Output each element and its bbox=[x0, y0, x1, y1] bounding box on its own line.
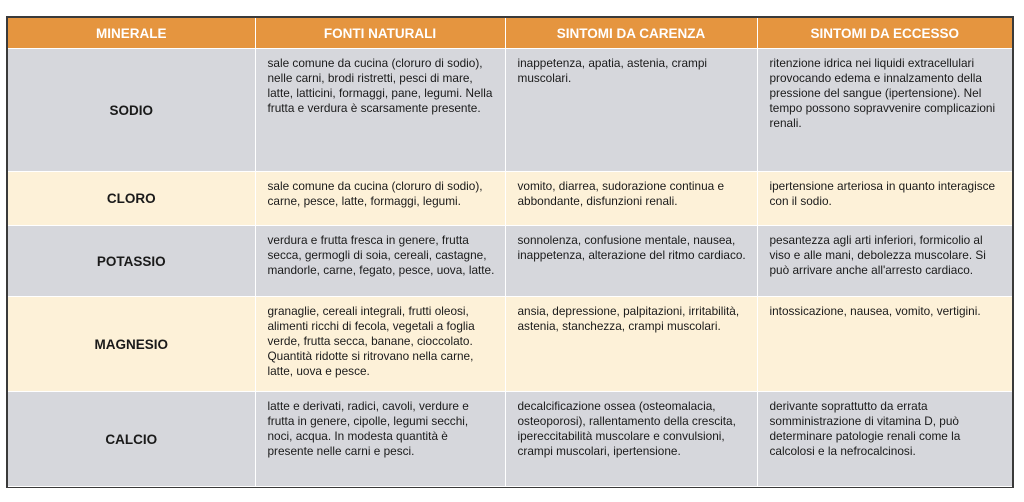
fonti-cell: latte e derivati, radici, cavoli, verdure e frutta in genere, cipolle, legumi secchi, noci, acqua. In modesta quantità è presente nelle carni e pesci. bbox=[255, 392, 505, 487]
eccesso-cell: intossicazione, nausea, vomito, vertigini. bbox=[757, 297, 1012, 392]
table-row-calcio bbox=[8, 392, 1012, 487]
carenza-cell: decalcificazione ossea (osteomalacia, osteoporosi), rallentamento della crescita, ipereccitabilità muscolare e convulsioni, crampi muscolari, ipertensione. bbox=[505, 392, 757, 487]
fonti-cell: verdura e frutta fresca in genere, frutta secca, germogli di soia, cereali, castagne, mandorle, carne, fegato, pesce, uova, latte. bbox=[255, 226, 505, 297]
table-row-magnesio bbox=[8, 297, 1012, 392]
mineral-cell: MAGNESIO bbox=[8, 297, 255, 392]
header-row bbox=[8, 18, 1012, 49]
fonti-cell: granaglie, cereali integrali, frutti oleosi, alimenti ricchi di fecola, vegetali a foglia verde, frutta secca, banane, cioccolato. Quantità ridotte si ritrovano nella carne, latte, uova e pesce. bbox=[255, 297, 505, 392]
carenza-cell: vomito, diarrea, sudorazione continua e abbondante, disfunzioni renali. bbox=[505, 172, 757, 226]
header-minerale: MINERALE bbox=[8, 18, 255, 49]
table-row-cloro bbox=[8, 172, 1012, 226]
eccesso-cell: derivante soprattutto da errata somministrazione di vitamina D, può determinare patologie renali come la calcolosi e la nefrocalcinosi. bbox=[757, 392, 1012, 487]
eccesso-cell: ritenzione idrica nei liquidi extracellulari provocando edema e innalzamento della pressione del sangue (ipertensione). Nel tempo possono sopravvenire complicazioni renali. bbox=[757, 49, 1012, 172]
mineral-cell: CALCIO bbox=[8, 392, 255, 487]
table-row-potassio bbox=[8, 226, 1012, 297]
fonti-cell: sale comune da cucina (cloruro di sodio), nelle carni, brodi ristretti, pesci di mare, latte, latticini, formaggi, pane, legumi. Nella frutta e verdura è scarsamente presente. bbox=[255, 49, 505, 172]
mineral-cell: CLORO bbox=[8, 172, 255, 226]
carenza-cell: sonnolenza, confusione mentale, nausea, inappetenza, alterazione del ritmo cardiaco. bbox=[505, 226, 757, 297]
table-row-sodio bbox=[8, 49, 1012, 172]
header-sintomi-eccesso: SINTOMI DA ECCESSO bbox=[757, 18, 1012, 49]
carenza-cell: inappetenza, apatia, astenia, crampi muscolari. bbox=[505, 49, 757, 172]
header-sintomi-carenza: SINTOMI DA CARENZA bbox=[505, 18, 757, 49]
mineral-cell: POTASSIO bbox=[8, 226, 255, 297]
header-fonti-naturali: FONTI NATURALI bbox=[255, 18, 505, 49]
minerals-table bbox=[8, 18, 1012, 487]
minerals-table-container bbox=[6, 16, 1014, 488]
carenza-cell: ansia, depressione, palpitazioni, irritabilità, astenia, stanchezza, crampi muscolari. bbox=[505, 297, 757, 392]
eccesso-cell: pesantezza agli arti inferiori, formicolio al viso e alle mani, debolezza muscolare. Si può arrivare anche all'arresto cardiaco. bbox=[757, 226, 1012, 297]
mineral-cell: SODIO bbox=[8, 49, 255, 172]
fonti-cell: sale comune da cucina (cloruro di sodio), carne, pesce, latte, formaggi, legumi. bbox=[255, 172, 505, 226]
eccesso-cell: ipertensione arteriosa in quanto interagisce con il sodio. bbox=[757, 172, 1012, 226]
